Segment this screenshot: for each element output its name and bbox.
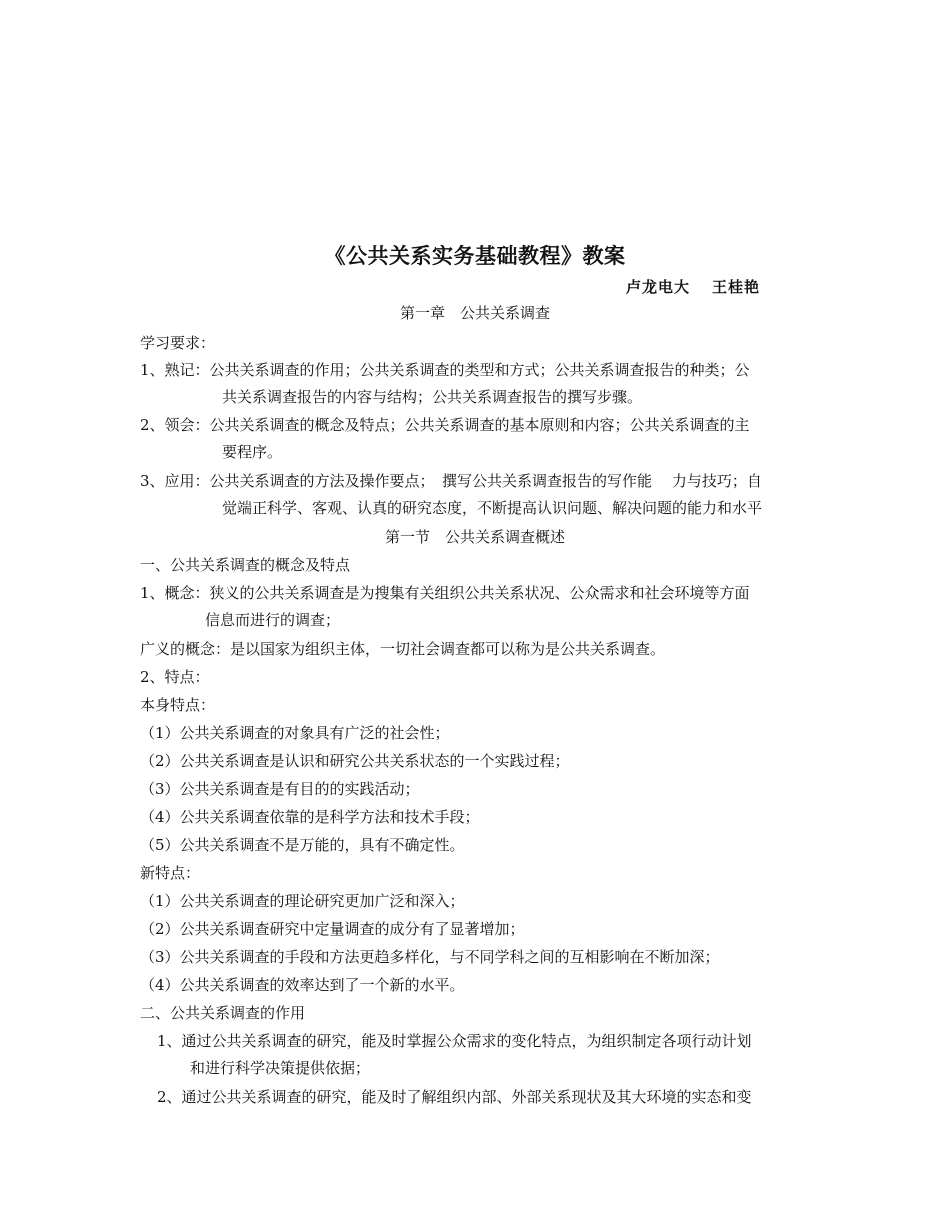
new-feature-item: （3）公共关系调查的手段和方法更趋多样化，与不同学科之间的互相影响在不断加深； [140, 948, 720, 966]
requirement-1-line-1: 1、熟记：公共关系调查的作用；公共关系调查的类型和方式；公共关系调查报告的种类；公 [140, 361, 750, 379]
requirement-2-line-1: 2、领会：公共关系调查的概念及特点；公共关系调查的基本原则和内容；公共关系调查的主 [140, 416, 750, 434]
concept-line-2: 信息而进行的调查； [205, 611, 341, 629]
broad-concept: 广义的概念：是以国家为组织主体，一切社会调查都可以称为是公共关系调查。 [140, 640, 666, 658]
own-features-heading: 本身特点： [140, 696, 216, 714]
role-1-line-1: 1、通过公共关系调查的研究，能及时掌握公众需求的变化特点，为组织制定各项行动计划 [157, 1032, 752, 1050]
concept-heading: 一、公共关系调查的概念及特点 [140, 556, 351, 574]
new-feature-item: （4）公共关系调查的效率达到了一个新的水平。 [140, 976, 465, 994]
author-name: 王桂艳 [711, 278, 760, 296]
own-feature-item: （5）公共关系调查不是万能的，具有不确定性。 [140, 836, 465, 854]
requirement-3-line-2: 觉端正科学、客观、认真的研究态度，不断提高认识问题、解决问题的能力和水平 [222, 499, 763, 517]
own-feature-item: （1）公共关系调查的对象具有广泛的社会性； [140, 724, 450, 742]
own-feature-item: （4）公共关系调查依靠的是科学方法和技术手段； [140, 808, 480, 826]
own-feature-item: （2）公共关系调查是认识和研究公共关系状态的一个实践过程； [140, 752, 570, 770]
role-2-line-1: 2、通过公共关系调查的研究，能及时了解组织内部、外部关系现状及其大环境的实态和变 [157, 1088, 752, 1106]
features-heading: 2、特点： [140, 668, 210, 686]
new-feature-item: （1）公共关系调查的理论研究更加广泛和深入； [140, 892, 465, 910]
new-feature-item: （2）公共关系调查研究中定量调查的成分有了显著增加； [140, 920, 525, 938]
author-school: 卢龙电大 [625, 278, 690, 296]
role-heading: 二、公共关系调查的作用 [140, 1004, 306, 1022]
requirement-1-line-2: 共关系调查报告的内容与结构；公共关系调查报告的撰写步骤。 [222, 388, 643, 406]
author-line [626, 276, 760, 297]
requirement-3-line-1: 3、应用：公共关系调查的方法及操作要点； 撰写公共关系调查报告的写作能 力与技巧；自 [140, 472, 762, 490]
section-heading: 第一节 公共关系调查概述 [384, 528, 565, 546]
requirement-2-line-2: 要程序。 [222, 443, 283, 461]
concept-line-1: 1、概念：狭义的公共关系调查是为搜集有关组织公共关系状况、公众需求和社会环境等方面 [140, 584, 750, 602]
chapter-heading: 第一章 公共关系调查 [399, 304, 550, 322]
new-features-heading: 新特点： [140, 864, 201, 882]
own-feature-item: （3）公共关系调查是有目的的实践活动； [140, 780, 420, 798]
requirements-heading: 学习要求： [140, 334, 216, 352]
document-title: 《公共关系实务基础教程》教案 [324, 243, 626, 268]
role-1-line-2: 和进行科学决策提供依据； [190, 1059, 371, 1077]
